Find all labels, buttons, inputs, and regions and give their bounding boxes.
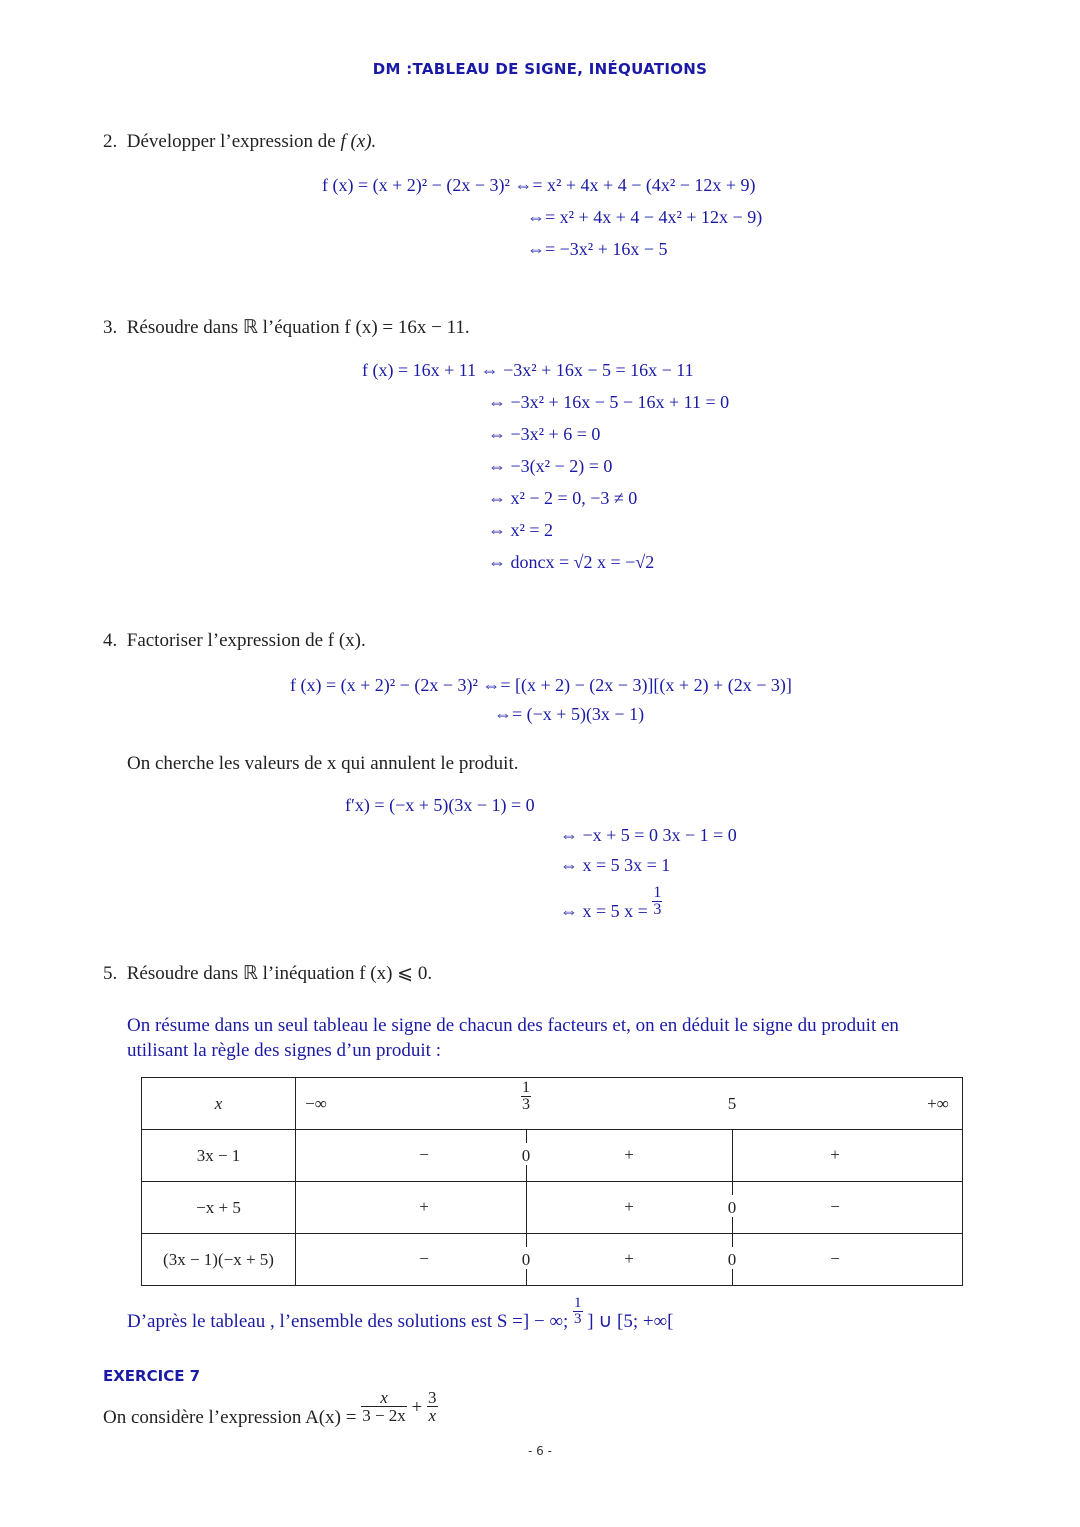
- conclusion-interval: ] ∪ [5; +∞[: [587, 1310, 674, 1332]
- fraction-denominator: x: [428, 1406, 437, 1425]
- math-line: ⇔ x² = 2: [488, 520, 554, 540]
- fraction: [361, 1389, 407, 1424]
- fraction-numerator: 3: [428, 1388, 437, 1407]
- question-text: Résoudre dans ℝ l’équation f (x) = 16x − 11.: [126, 317, 470, 338]
- x-value-plus-inf: +∞: [927, 1094, 949, 1113]
- conclusion-text: D’après le tableau , l’ensemble des solutions est S =] − ∞;: [127, 1310, 569, 1332]
- row-label-3x-1: 3x − 1: [196, 1146, 241, 1165]
- question-fx: f (x).: [340, 131, 377, 152]
- sign-value: +: [624, 1197, 634, 1216]
- math-line: f (x) = (x + 2)² − (2x − 3)² ⇔= x² + 4x + 4 − (4x² − 12x + 9): [322, 175, 756, 195]
- fraction-denominator: 3: [522, 1096, 530, 1113]
- math-line: ⇔ −x + 5 = 0 3x − 1 = 0: [560, 825, 737, 845]
- question-2: [103, 131, 376, 153]
- question-number: 3.: [103, 317, 118, 338]
- fraction-numerator: 1: [653, 884, 662, 901]
- fraction: [652, 885, 662, 918]
- fraction-numerator: x: [361, 1389, 407, 1407]
- math-line: ⇔= (−x + 5)(3x − 1): [494, 704, 645, 724]
- math-line: ⇔ −3x² + 16x − 5 − 16x + 11 = 0: [488, 392, 730, 412]
- summary-line-1: On résume dans un seul tableau le signe de chacun des facteurs et, on en déduit le signe du produit en: [127, 1015, 899, 1036]
- sign-value: +: [624, 1249, 634, 1268]
- math-line: ⇔ doncx = √2 x = −√2: [488, 552, 655, 572]
- exercise-text: On considère l’expression A(x) =: [103, 1406, 357, 1428]
- fraction-denominator: 3: [653, 901, 662, 918]
- fraction: [573, 1296, 583, 1327]
- summary-line-2: utilisant la règle des signes d’un produit :: [127, 1040, 441, 1061]
- question-number: 5.: [103, 963, 118, 984]
- math-line: ⇔ x = 5 3x = 1: [560, 855, 671, 875]
- math-line: f (x) = (x + 2)² − (2x − 3)² ⇔= [(x + 2) − (2x − 3)][(x + 2) + (2x − 3)]: [290, 675, 792, 695]
- page-header: DM :TABLEAU DE SIGNE, INÉQUATIONS: [372, 60, 708, 78]
- conclusion: [127, 1295, 674, 1332]
- row-label-minus-x-plus-5: −x + 5: [196, 1198, 241, 1217]
- question-3: [103, 316, 470, 339]
- math-line: f′x) = (−x + 5)(3x − 1) = 0: [345, 795, 535, 815]
- math-line: ⇔ −3(x² − 2) = 0: [488, 456, 613, 476]
- question-text: Développer l’expression de: [126, 131, 336, 152]
- question-number: 4.: [103, 630, 118, 651]
- sign-value: −: [419, 1249, 429, 1268]
- math-line: ⇔= x² + 4x + 4 − 4x² + 12x − 9): [527, 207, 763, 227]
- exercise-title: EXERCICE 7: [103, 1367, 201, 1385]
- paragraph: On cherche les valeurs de x qui annulent le produit.: [127, 753, 519, 774]
- question-text: Factoriser l’expression de f (x).: [126, 630, 366, 651]
- sign-value: −: [830, 1249, 840, 1268]
- sign-value: −: [419, 1145, 429, 1164]
- math-line: [560, 884, 662, 921]
- fraction-denominator: 3 − 2x: [362, 1406, 406, 1425]
- page-number: - 6 -: [528, 1444, 552, 1458]
- fraction-numerator: 1: [522, 1079, 530, 1096]
- math-line: ⇔= −3x² + 16x − 5: [527, 239, 668, 259]
- question-text: Résoudre dans ℝ l’inéquation f (x) ⩽ 0.: [126, 963, 433, 984]
- fraction-denominator: 3: [574, 1311, 582, 1327]
- fraction-numerator: 1: [574, 1295, 582, 1311]
- zero-marker: 0: [727, 1250, 737, 1269]
- math-line: ⇔ x² − 2 = 0, −3 ≠ 0: [488, 488, 638, 508]
- sign-table: [141, 1077, 963, 1286]
- row-label-product: (3x − 1)(−x + 5): [163, 1250, 274, 1269]
- x-value-one-third: [521, 1080, 531, 1113]
- question-4: [103, 630, 366, 652]
- question-number: 2.: [103, 131, 118, 152]
- zero-marker: 0: [727, 1198, 737, 1217]
- x-value-minus-inf: −∞: [305, 1094, 327, 1113]
- sign-value: +: [624, 1145, 634, 1164]
- zero-marker: 0: [521, 1146, 531, 1165]
- math-line: f (x) = 16x + 11 ⇔ −3x² + 16x − 5 = 16x − 11: [362, 360, 694, 380]
- sign-value: +: [830, 1145, 840, 1164]
- zero-marker: 0: [521, 1250, 531, 1269]
- exercise-statement: [103, 1388, 438, 1428]
- sign-value: −: [830, 1197, 840, 1216]
- x-value-5: 5: [727, 1094, 737, 1113]
- math-text: ⇔ x = 5 x =: [560, 900, 648, 921]
- row-label-x: x: [214, 1094, 223, 1113]
- question-5: [103, 962, 432, 985]
- math-line: ⇔ −3x² + 6 = 0: [488, 424, 601, 444]
- fraction: [427, 1389, 438, 1424]
- plus-sign: +: [411, 1396, 423, 1418]
- sign-value: +: [419, 1197, 429, 1216]
